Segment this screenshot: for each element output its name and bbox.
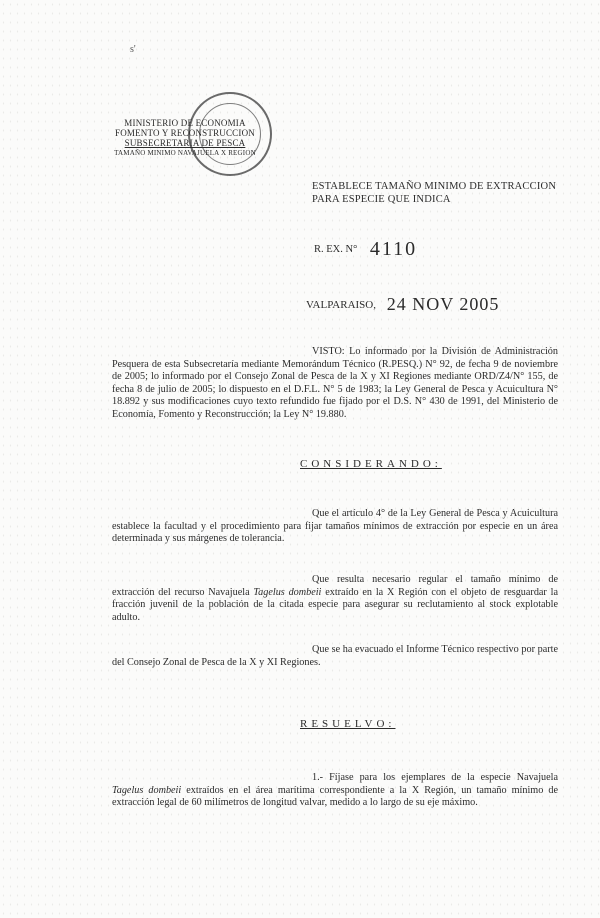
resuelvo-heading: RESUELVO: [300, 718, 396, 730]
visto-paragraph [112, 346, 558, 422]
place-city: VALPARAISO, [306, 299, 376, 311]
ministry-header [100, 118, 270, 158]
ministry-subtitle: FOMENTO Y RECONSTRUCCION [115, 128, 255, 138]
subsecretaria-name: SUBSECRETARIA DE PESCA [124, 138, 246, 148]
considerando-paragraph-2: Que resulta necesario regular el tamaño mínimo de extracción del recurso Navajuela Tagelus dombeii extraído en la X Región con el objeto de resguardar la fracción juvenil de la población de la citada especie para asegurar su reclutamiento al stock explotable adulto. [112, 574, 558, 623]
document-reference: TAMAÑO MINIMO NAVAJUELA X REGION [114, 149, 256, 157]
considerando-paragraph-1: Que el artículo 4° de la Ley General de Pesca y Acuicultura establece la facultad y el procedimiento para fijar tamaños mínimos de extracción por especie en un área determinada y sus márgenes de tolerancia. [112, 508, 558, 545]
resolution-label: R. EX. N° [314, 244, 358, 255]
subject-line-1: ESTABLECE TAMAÑO MINIMO DE EXTRACCION [312, 181, 557, 192]
considerando-heading: CONSIDERANDO: [300, 458, 442, 470]
visto-body: Lo informado por la División de Administración Pesquera de esta Subsecretaría mediante Memorándum Técnico (R.PESQ.) N° 92, de fecha 9 de noviembre de 2005; lo informado por el Consejo Zonal de Pesca de la X y XI Regiones mediante ORD/Z4/N° 155, de fecha 8 de julio de 2005; lo dispuesto en el D.F.L. N° 5 de 1983; la Ley General de Pesca y Acuicultura N° 18.892 y sus modificaciones cuyo texto refundido fue fijado por el D.S. N° 430 de 1991, del Ministerio de Economía, Fomento y Reconstrucción; la Ley N° 19.880. [112, 346, 558, 420]
place-date [306, 294, 499, 315]
resuelvo-item-1: 1.- Fíjase para los ejemplares de la especie Navajuela Tagelus dombeii extraídos en el área marítima correspondiente a la X Región, un tamaño mínimo de extracción legal de 60 milímetros de longitud valvar, medido a lo largo de su eje máximo. [112, 772, 558, 809]
page-mark: s' [130, 44, 136, 55]
species-name: Tagelus dombeii [253, 586, 322, 598]
subject-block [312, 180, 556, 206]
resolution-value: 4110 [369, 238, 418, 260]
species-name: Tagelus dombeii [112, 784, 182, 796]
considerando-paragraph-3: Que se ha evacuado el Informe Técnico respectivo por parte del Consejo Zonal de Pesca de la X y XI Regiones. [112, 644, 558, 668]
subject-line-2: PARA ESPECIE QUE INDICA [312, 194, 451, 205]
visto-lead: VISTO: [312, 346, 345, 357]
ministry-name: MINISTERIO DE ECONOMIA [124, 118, 246, 128]
resolution-number [314, 238, 417, 261]
date-stamp: 24 NOV 2005 [386, 294, 500, 314]
